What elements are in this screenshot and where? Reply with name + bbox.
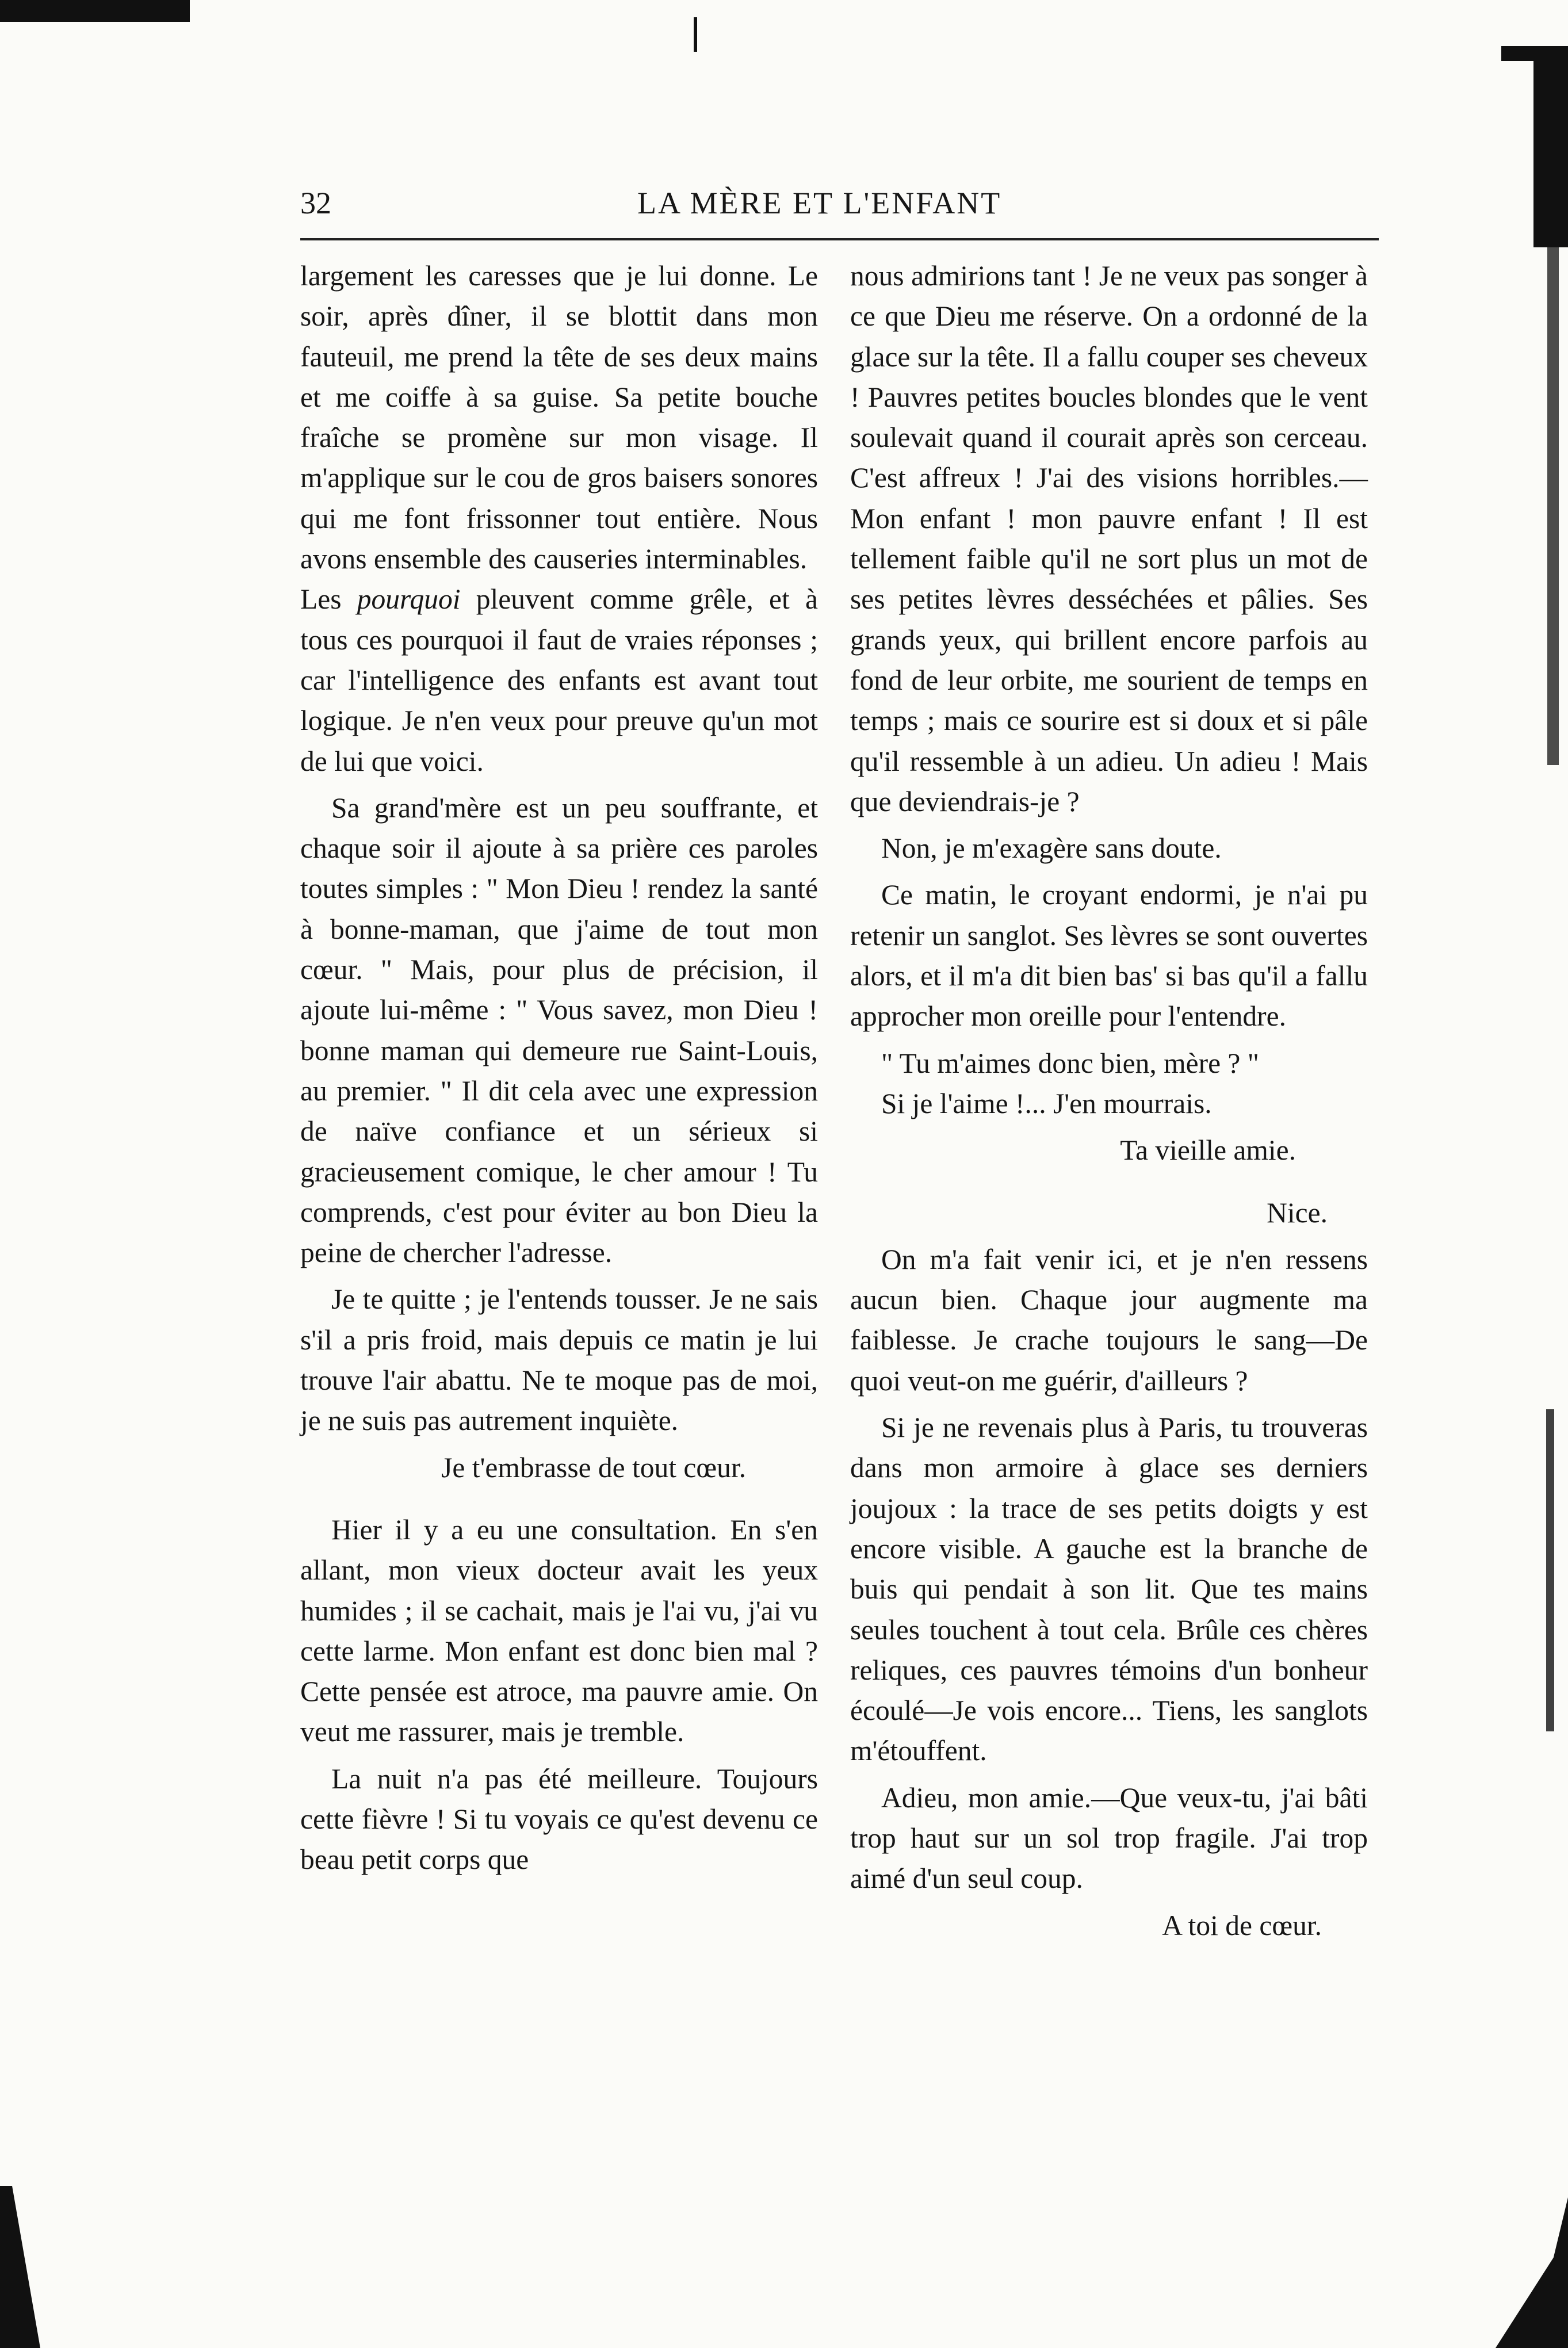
paragraph: Adieu, mon amie.—Que veux-tu, j'ai bâti trop haut sur un sol trop fragile. J'ai trop aimé d'un seul coup. (850, 1781, 1368, 1895)
paragraph: Ce matin, le croyant endormi, je n'ai pu retenir un sanglot. Ses lèvres se sont ouvertes alors, et il m'a dit bien bas' si bas qu'il a fallu approcher mon oreille pour l'entendre. (850, 879, 1368, 1032)
scan-tick-top (694, 17, 697, 52)
paragraph: La nuit n'a pas été meilleure. Toujours cette fièvre ! Si tu voyais ce qu'est devenu ce beau petit corps que (300, 1762, 818, 1876)
paragraph: largement les caresses que je lui donne. Le soir, après dîner, il se blottit dans mon fauteuil, me prend la tête de ses deux mains et me coiffe à sa guise. Sa petite bouche fraîche se promène sur mon visage. Il m'applique sur le cou de gros baisers sonores qui me font frissonner tout entière. Nous avons ensemble des causeries interminables. (300, 260, 818, 575)
scan-mark-bottom-left (0, 2186, 40, 2348)
paragraph: Sa grand'mère est un peu souffrante, et chaque soir il ajoute à sa prière ces paroles toutes simples : " Mon Dieu ! rendez la santé à bonne-maman, que j'aime de tout mon cœur. " Mais, pour plus de précision, il ajoute lui-même : " Vous savez, mon Dieu ! bonne maman qui demeure rue Saint-Louis, au premier. " Il dit cela avec une expression de naïve confiance et un sérieux si gracieusement comique, le cher amour ! Tu comprends, c'est pour éviter au bon Dieu la peine de chercher l'adresse. (300, 791, 818, 1269)
page-number: 32 (300, 186, 331, 220)
paragraph: Si je l'aime !... J'en mourrais. (881, 1087, 1212, 1119)
scan-mark-top-left (0, 0, 190, 22)
scan-edge-right (1547, 247, 1559, 765)
paragraph: Je te quitte ; je l'entends tousser. Je ne sais s'il a pris froid, mais depuis ce matin je lui trouve l'air abattu. Ne te moque pas de moi, je ne suis pas autrement inquiète. (300, 1283, 818, 1437)
paragraph: " Tu m'aimes donc bien, mère ? " (881, 1047, 1259, 1079)
italic-word: pourquoi (357, 583, 461, 615)
paragraph: Hier il y a eu une consultation. En s'en allant, mon vieux docteur avait les yeux humides ; il se cachait, mais je l'ai vu, j'ai vu cette larme. Mon enfant est donc bien mal ? Cette pensée est atroce, ma pauvre amie. On veut me rassurer, mais je tremble. (300, 1513, 818, 1748)
letter-place: Nice. (1267, 1196, 1328, 1229)
left-column (300, 256, 818, 1880)
letter-signature: Ta vieille amie. (1120, 1134, 1296, 1167)
header-rule (300, 238, 1379, 240)
paragraph (300, 579, 818, 781)
paragraph: Non, je m'exagère sans doute. (881, 832, 1222, 865)
scan-bar-right (1533, 58, 1568, 247)
paragraph: On m'a fait venir ici, et je n'en ressens aucun bien. Chaque jour augmente ma faiblesse. Je crache toujours le sang—De quoi veut-on me guérir, d'ailleurs ? (850, 1243, 1368, 1397)
final-signature: A toi de cœur. (1162, 1909, 1322, 1941)
scan-mark-bottom-right (1496, 2197, 1568, 2348)
running-title: LA MÈRE ET L'ENFANT (637, 186, 1002, 220)
paragraph: nous admirions tant ! Je ne veux pas songer à ce que Dieu me réserve. On a ordonné de la glace sur la tête. Il a fallu couper ses cheveux ! Pauvres petites boucles blondes que le vent soulevait quand il courait après son cerceau. C'est affreux ! J'ai des visions horribles.—Mon enfant ! mon pauvre enfant ! Il est tellement faible qu'il ne sort plus un mot de ses petites lèvres desséchées et pâlies. Ses grands yeux, qui brillent encore parfois au fond de leur orbite, me sourient de temps en temps ; mais ce sourire est si doux et si pâle qu'il ressemble à un adieu. Un adieu ! Mais que deviendrais-je ? (850, 260, 1368, 817)
scan-edge-right-lower (1546, 1409, 1554, 1731)
letter-signature: Je t'embrasse de tout cœur. (441, 1451, 746, 1483)
text-run: pleuvent comme grêle, et à tous ces pourquoi il faut de vraies réponses ; car l'intelligence des enfants est avant tout logique. Je n'en veux pour preuve qu'un mot de lui que voici. (300, 583, 818, 777)
right-column (850, 256, 1368, 1946)
text-run: Les (300, 583, 357, 615)
paragraph: Si je ne revenais plus à Paris, tu trouveras dans mon armoire à glace ses derniers joujoux : la trace de ses petits doigts y est encore visible. A gauche est la branche de buis qui pendait à son lit. Que tes mains seules touchent à tout cela. Brûle ces chères reliques, ces pauvres témoins d'un bonheur écoulé—Je vois encore... Tiens, les sanglots m'étouffent. (850, 1412, 1368, 1767)
